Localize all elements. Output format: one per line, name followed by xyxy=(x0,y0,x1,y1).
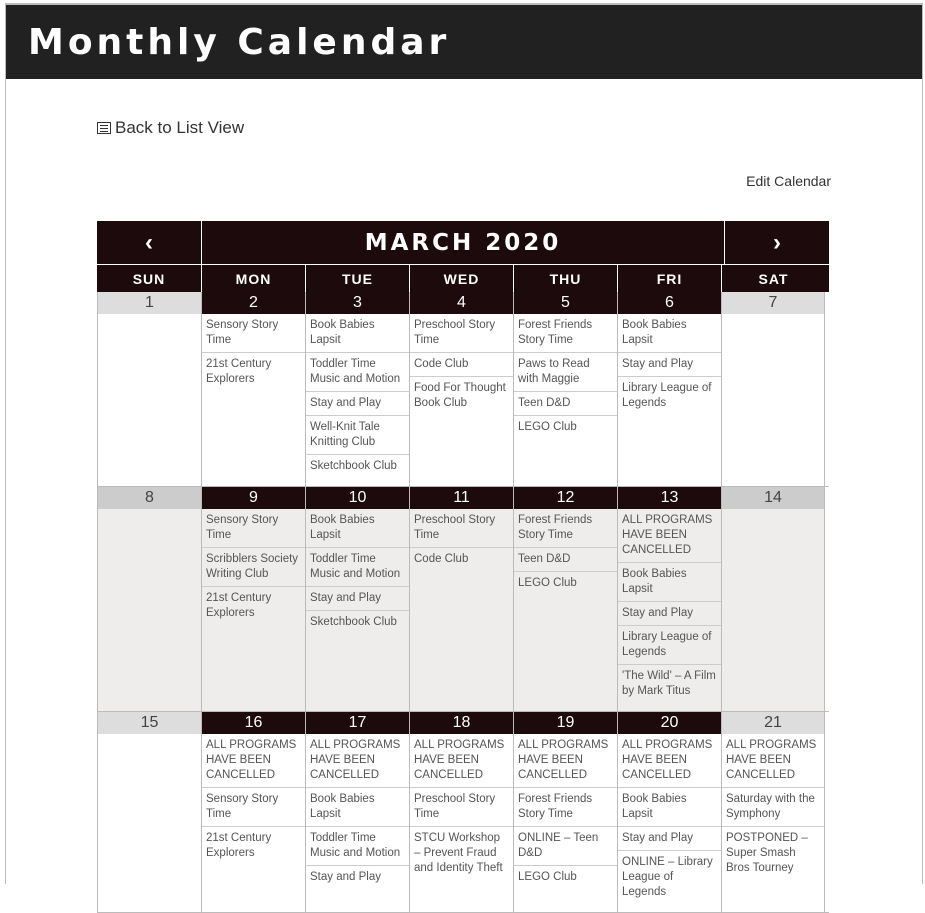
day-number: 20 xyxy=(618,712,721,734)
calendar-event[interactable]: Stay and Play xyxy=(618,602,721,626)
calendar-event[interactable]: Paws to Read with Maggie xyxy=(514,353,617,392)
day-number: 6 xyxy=(618,292,721,314)
calendar-event[interactable]: Book Babies Lapsit xyxy=(618,314,721,353)
back-to-list-link[interactable] xyxy=(97,118,244,138)
day-number: 8 xyxy=(98,487,201,509)
day-cell xyxy=(721,487,825,711)
page-title: Monthly Calendar xyxy=(28,22,451,63)
calendar-week xyxy=(97,712,829,913)
day-cell xyxy=(617,292,721,486)
calendar-event[interactable]: Well-Knit Tale Knitting Club xyxy=(306,416,409,455)
back-to-list-label: Back to List View xyxy=(115,118,245,137)
title-bar xyxy=(6,5,922,79)
day-cell xyxy=(97,487,201,711)
calendar-event[interactable]: ALL PROGRAMS HAVE BEEN CANCELLED xyxy=(306,734,409,788)
day-cell xyxy=(97,712,201,912)
calendar-event[interactable]: Book Babies Lapsit xyxy=(618,788,721,827)
day-number: 13 xyxy=(618,487,721,509)
calendar-event[interactable]: Food For Thought Book Club xyxy=(414,382,506,409)
day-cell xyxy=(617,487,721,711)
calendar-event[interactable]: ALL PROGRAMS HAVE BEEN CANCELLED xyxy=(618,509,721,563)
calendar-event[interactable]: Stay and Play xyxy=(310,871,381,883)
day-cell xyxy=(97,292,201,486)
day-cell xyxy=(305,712,409,912)
next-month-button[interactable] xyxy=(725,221,829,264)
calendar-event[interactable]: 21st Century Explorers xyxy=(206,592,272,619)
weekday-header: TUE xyxy=(305,265,409,292)
chevron-left-icon: ‹ xyxy=(145,228,153,256)
calendar-event[interactable]: Code Club xyxy=(414,553,469,565)
weekday-header: MON xyxy=(201,265,305,292)
calendar-event[interactable]: Sensory Story Time xyxy=(202,314,305,353)
chevron-right-icon: › xyxy=(773,228,781,256)
month-header xyxy=(97,221,829,264)
calendar-event[interactable]: Scribblers Society Writing Club xyxy=(202,548,305,587)
list-icon xyxy=(97,122,111,134)
day-number: 10 xyxy=(306,487,409,509)
prev-month-button[interactable] xyxy=(97,221,201,264)
day-cell xyxy=(201,292,305,486)
day-number: 4 xyxy=(410,292,513,314)
day-number: 11 xyxy=(410,487,513,509)
calendar-weeks xyxy=(97,292,829,913)
calendar-event[interactable]: 21st Century Explorers xyxy=(206,358,272,385)
weekday-header: FRI xyxy=(617,265,721,292)
calendar-event[interactable]: Code Club xyxy=(410,353,513,377)
day-number: 18 xyxy=(410,712,513,734)
calendar-event[interactable]: Forest Friends Story Time xyxy=(514,314,617,353)
calendar-event[interactable]: STCU Workshop – Prevent Fraud and Identity Theft xyxy=(414,832,503,874)
day-cell xyxy=(409,487,513,711)
page-frame xyxy=(5,3,923,898)
calendar-week xyxy=(97,487,829,712)
day-number: 2 xyxy=(202,292,305,314)
day-cell xyxy=(305,487,409,711)
calendar-event[interactable]: Stay and Play xyxy=(306,392,409,416)
day-cell xyxy=(409,292,513,486)
calendar-event[interactable]: Book Babies Lapsit xyxy=(306,509,409,548)
day-cell xyxy=(409,712,513,912)
calendar-event[interactable]: LEGO Club xyxy=(518,577,577,589)
calendar-event[interactable]: 21st Century Explorers xyxy=(206,832,272,859)
calendar-event[interactable]: Library League of Legends xyxy=(618,626,721,665)
calendar-event[interactable]: Toddler Time Music and Motion xyxy=(306,827,409,866)
calendar-event[interactable]: ALL PROGRAMS HAVE BEEN CANCELLED xyxy=(202,734,305,788)
calendar-event[interactable]: ONLINE – Teen D&D xyxy=(514,827,617,866)
calendar-event[interactable]: Preschool Story Time xyxy=(410,509,513,548)
calendar-event[interactable]: Teen D&D xyxy=(514,548,617,572)
calendar-event[interactable]: Preschool Story Time xyxy=(410,788,513,827)
calendar-event[interactable]: Forest Friends Story Time xyxy=(514,788,617,827)
calendar-event[interactable]: ONLINE – Library League of Legends xyxy=(622,856,713,898)
calendar-event[interactable]: Library League of Legends xyxy=(622,382,712,409)
calendar-event[interactable]: Toddler Time Music and Motion xyxy=(306,353,409,392)
calendar xyxy=(97,221,829,913)
weekday-header: WED xyxy=(409,265,513,292)
calendar-event[interactable]: Sketchbook Club xyxy=(310,616,397,628)
calendar-event[interactable]: Book Babies Lapsit xyxy=(618,563,721,602)
day-number: 19 xyxy=(514,712,617,734)
calendar-event[interactable]: Stay and Play xyxy=(306,587,409,611)
day-number: 1 xyxy=(98,292,201,314)
day-cell xyxy=(721,292,825,486)
calendar-event[interactable]: ALL PROGRAMS HAVE BEEN CANCELLED xyxy=(514,734,617,788)
calendar-event[interactable]: LEGO Club xyxy=(518,871,577,883)
calendar-event[interactable]: ALL PROGRAMS HAVE BEEN CANCELLED xyxy=(618,734,721,788)
day-cell xyxy=(513,712,617,912)
day-number: 15 xyxy=(98,712,201,734)
calendar-event[interactable]: POSTPONED – Super Smash Bros Tourney xyxy=(726,832,808,874)
calendar-event[interactable]: Book Babies Lapsit xyxy=(306,314,409,353)
calendar-event[interactable]: Forest Friends Story Time xyxy=(514,509,617,548)
calendar-event[interactable]: 'The Wild' – A Film by Mark Titus xyxy=(622,670,716,697)
day-cell xyxy=(305,292,409,486)
calendar-week xyxy=(97,292,829,487)
day-number: 7 xyxy=(722,292,824,314)
calendar-event[interactable]: ALL PROGRAMS HAVE BEEN CANCELLED xyxy=(722,734,824,788)
weekday-header: SAT xyxy=(721,265,825,292)
day-number: 21 xyxy=(722,712,824,734)
day-number: 5 xyxy=(514,292,617,314)
calendar-event[interactable]: Stay and Play xyxy=(618,827,721,851)
edit-calendar-link[interactable]: Edit Calendar xyxy=(746,173,831,189)
calendar-event[interactable]: Book Babies Lapsit xyxy=(306,788,409,827)
day-number: 14 xyxy=(722,487,824,509)
day-cell xyxy=(721,712,825,912)
day-cell xyxy=(513,292,617,486)
day-number: 9 xyxy=(202,487,305,509)
calendar-event[interactable]: Sensory Story Time xyxy=(202,788,305,827)
calendar-event[interactable]: Stay and Play xyxy=(618,353,721,377)
day-cell xyxy=(513,487,617,711)
calendar-event[interactable]: Saturday with the Symphony xyxy=(722,788,824,827)
calendar-event[interactable]: ALL PROGRAMS HAVE BEEN CANCELLED xyxy=(410,734,513,788)
calendar-event[interactable]: LEGO Club xyxy=(518,421,577,433)
day-number: 12 xyxy=(514,487,617,509)
calendar-event[interactable]: Sensory Story Time xyxy=(202,509,305,548)
calendar-event[interactable]: Preschool Story Time xyxy=(410,314,513,353)
weekday-header-row xyxy=(97,264,829,292)
day-cell xyxy=(201,487,305,711)
calendar-event[interactable]: Sketchbook Club xyxy=(310,460,397,472)
day-number: 17 xyxy=(306,712,409,734)
day-number: 3 xyxy=(306,292,409,314)
day-cell xyxy=(201,712,305,912)
day-cell xyxy=(617,712,721,912)
weekday-header: THU xyxy=(513,265,617,292)
calendar-event[interactable]: Toddler Time Music and Motion xyxy=(306,548,409,587)
weekday-header: SUN xyxy=(132,270,166,287)
day-number: 16 xyxy=(202,712,305,734)
calendar-event[interactable]: Teen D&D xyxy=(514,392,617,416)
month-title: MARCH 2020 xyxy=(201,221,725,264)
